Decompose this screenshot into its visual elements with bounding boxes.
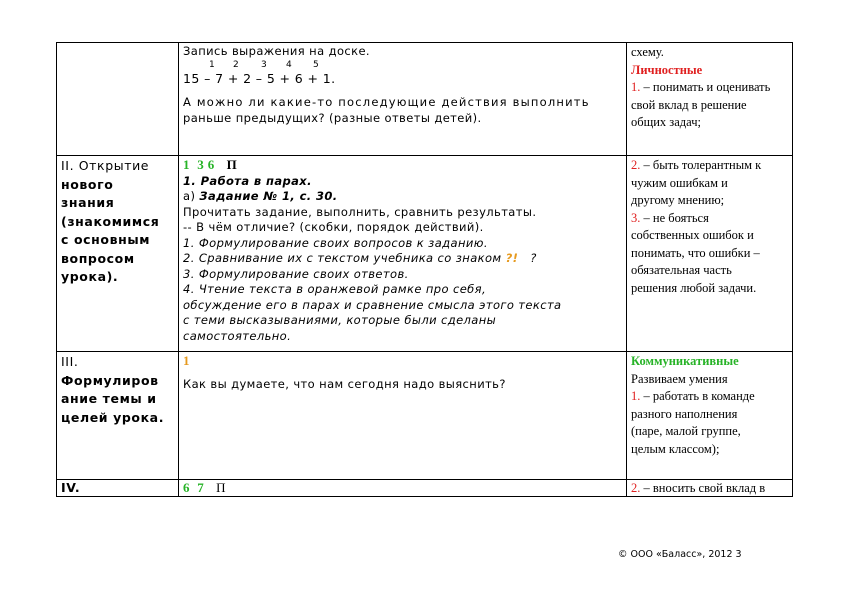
outcome-item: 2. – быть толерантным к xyxy=(631,158,762,172)
task-reference: а) Задание № 1, с. 30. xyxy=(183,189,338,203)
lesson-plan-table xyxy=(56,42,793,497)
order-number: 4 xyxy=(286,59,293,70)
order-number: 5 xyxy=(313,59,320,70)
textbook-sign: ?! xyxy=(505,251,519,265)
outcomes-cell xyxy=(627,43,793,156)
expression: 15 – 7 + 2 – 5 + 6 + 1. xyxy=(183,70,336,86)
table-row xyxy=(57,352,793,480)
order-number: 3 xyxy=(261,59,268,70)
order-number: 1 xyxy=(209,59,216,70)
codes-line: 1 3 6 П xyxy=(183,157,238,172)
question-line: А можно ли какие-то последующие действия выполнить xyxy=(183,95,590,109)
outcome-text: свой вклад в решение xyxy=(631,97,747,112)
task-title: 1. Работа в парах. xyxy=(183,173,312,188)
outcomes-cell: 2. – быть толерантным к чужим ошибкам и другому мнению; 3. – не бояться собственных ошибок и понимать, что ошибки – обязательная часть решения любой задачи. xyxy=(627,156,793,352)
activity-cell: 6 7 П xyxy=(179,480,627,497)
outcome-text: схему. xyxy=(631,45,664,59)
outcome-item: 1. – работать в команде xyxy=(631,389,755,403)
order-number: 2 xyxy=(233,59,240,70)
outcome-text: общих задач; xyxy=(631,115,701,129)
action-order-numbers xyxy=(183,60,622,71)
question-line: раньше предыдущих? (разные ответы детей). xyxy=(183,110,482,125)
stage-cell: III. Формулиров ание темы и целей урока. xyxy=(57,352,179,480)
page-footer: © ООО «Баласс», 2012 3 xyxy=(618,549,742,560)
outcomes-cell: 2. – вносить свой вклад в xyxy=(627,480,793,497)
outcome-item: 3. – не бояться xyxy=(631,210,709,225)
question-line: Как вы думаете, что нам сегодня надо выяснить? xyxy=(183,376,506,391)
stage-cell xyxy=(57,43,179,156)
outcome-heading: Коммуникативные xyxy=(631,354,739,368)
activity-cell xyxy=(179,352,627,480)
outcome-item: 1. – понимать и оценивать xyxy=(631,80,771,94)
compare-line: 2. Сравнивание их с текстом учебника со знаком ?! ? xyxy=(183,251,537,265)
outcome-heading: Личностные xyxy=(631,62,703,77)
code-number: 1 xyxy=(183,353,190,368)
activity-cell: 1 3 6 П 1. Работа в парах. а) Задание № 1, с. 30. Прочитать задание, выполнить, сравнить результаты. -- В чём отличие? (скобки, порядок действий). 1. Формулирование своих вопросов к заданию. 2. Сравнивание их с текстом учебника со знаком ?! ? 3. Формулирование своих ответов. 4. Чтение текста в оранжевой рамке про себя, обсуждение его в парах и сравнение смысла этого текста с теми высказываниями, которые были сделаны самостоятельно. xyxy=(179,156,627,352)
table-row xyxy=(57,480,793,497)
table-row xyxy=(57,156,793,352)
outcomes-cell: Коммуникативные Развиваем умения 1. – работать в команде разного наполнения (паре, малой группе, целым классом); xyxy=(627,352,793,480)
table-row xyxy=(57,43,793,156)
stage-cell: II. Открытие нового знания (знакомимся с основным вопросом урока). xyxy=(57,156,179,352)
stage-cell: IV. xyxy=(57,480,179,497)
board-note: Запись выражения на доске. xyxy=(183,44,370,58)
activity-cell xyxy=(179,43,627,156)
